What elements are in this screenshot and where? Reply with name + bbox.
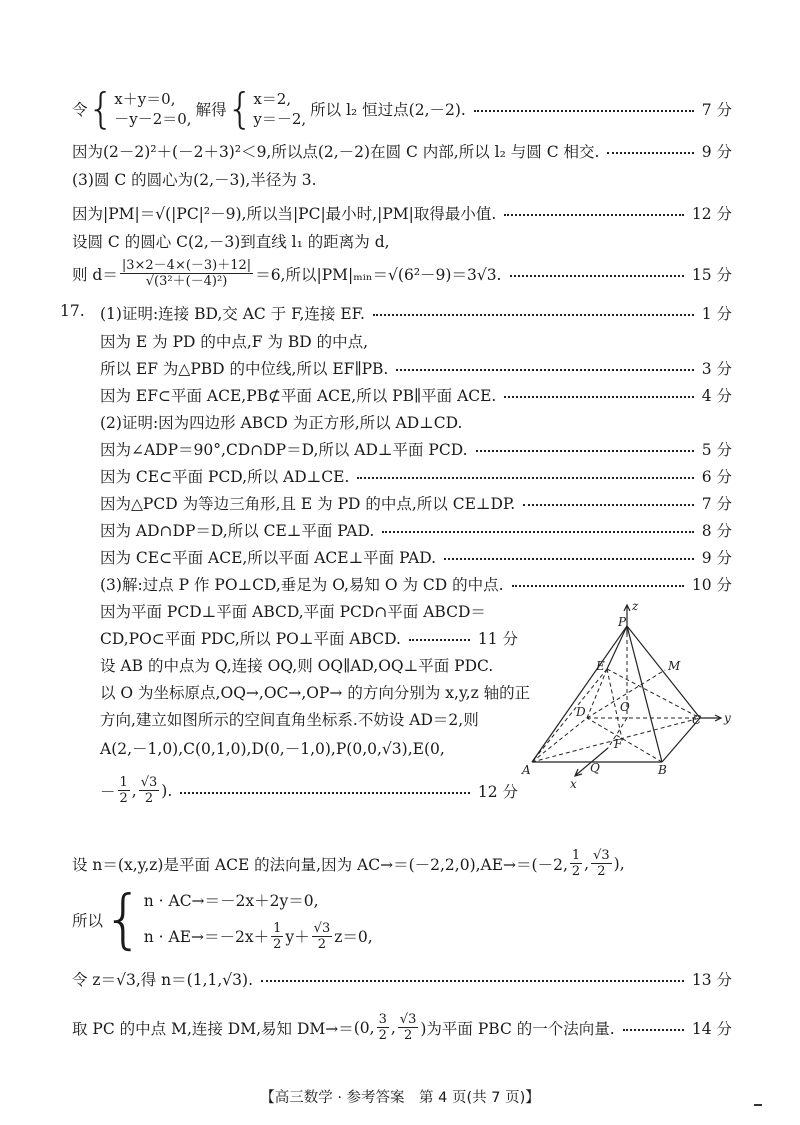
text: 设 AB 的中点为 Q,连接 OQ,则 OQ∥AD,OQ⊥平面 PDC. bbox=[100, 657, 494, 675]
fraction bbox=[118, 775, 130, 806]
comma: , bbox=[584, 854, 590, 873]
label-b: B bbox=[658, 763, 667, 777]
answer-line bbox=[72, 968, 732, 990]
numerator: 3 bbox=[378, 1012, 387, 1027]
answer-line bbox=[100, 411, 732, 433]
leader-dots bbox=[476, 450, 694, 452]
leader-dots bbox=[444, 558, 694, 560]
answer-line bbox=[100, 681, 531, 703]
denominator: 2 bbox=[597, 864, 606, 879]
score: 4 分 bbox=[701, 387, 732, 405]
text: 取 PC 的中点 M,连接 DM,易知 DM→＝ bbox=[72, 1019, 354, 1038]
answer-line bbox=[100, 546, 732, 568]
equation bbox=[144, 921, 373, 952]
fraction bbox=[591, 848, 612, 879]
score: 11 分 bbox=[477, 630, 518, 648]
answer-line bbox=[100, 627, 518, 649]
text: 设圆 C 的圆心 C(2,－3)到直线 l₁ 的距离为 d, bbox=[72, 233, 390, 251]
leader-dots bbox=[504, 214, 684, 216]
text: ), bbox=[613, 854, 625, 873]
leader-dots bbox=[510, 275, 684, 277]
score: 13 分 bbox=[691, 971, 732, 989]
text: 因为 EF⊂平面 ACE,PB⊄平面 ACE,所以 PB∥平面 ACE. bbox=[100, 387, 497, 405]
answer-line bbox=[100, 737, 520, 759]
text: )为平面 PBC 的一个法向量. bbox=[420, 1019, 615, 1038]
leader-dots bbox=[607, 152, 693, 154]
text: 因为 CE⊂平面 ACE,所以平面 ACE⊥平面 PAD. bbox=[100, 549, 437, 567]
score: 7 分 bbox=[701, 101, 732, 119]
question-number: 17. bbox=[60, 302, 85, 320]
denominator: 2 bbox=[273, 936, 282, 952]
answer-line bbox=[100, 654, 520, 676]
brace: { bbox=[87, 84, 115, 133]
answer-line bbox=[72, 168, 732, 190]
answer-line bbox=[100, 302, 732, 324]
leader-dots bbox=[504, 396, 693, 398]
answer-line bbox=[72, 848, 732, 879]
denominator: 2 bbox=[403, 1028, 413, 1043]
score: 3 分 bbox=[701, 360, 732, 378]
score: 10 分 bbox=[691, 576, 732, 594]
text: ). bbox=[161, 781, 173, 800]
text: 令 bbox=[72, 101, 88, 119]
numerator: √3 bbox=[313, 920, 331, 936]
text: 设 n＝(x,y,z)是平面 ACE 的法向量,因为 AC→＝(－2,2,0),AE→＝ bbox=[72, 855, 532, 874]
text: 令 z＝√3,得 n＝(1,1,√3). bbox=[72, 971, 254, 989]
leader-dots bbox=[396, 369, 693, 371]
answer-line bbox=[100, 573, 732, 595]
fraction bbox=[570, 848, 582, 879]
pyramid-figure bbox=[510, 598, 740, 798]
numerator: √3 bbox=[399, 1012, 417, 1027]
text: CD,PO⊂平面 PDC,所以 PO⊥平面 ABCD. bbox=[100, 630, 401, 648]
denominator: 2 bbox=[144, 791, 154, 806]
text: 因为 E 为 PD 的中点,F 为 BD 的中点, bbox=[100, 333, 369, 351]
brace: { bbox=[103, 883, 144, 957]
fraction bbox=[120, 258, 253, 289]
answer-line bbox=[72, 258, 732, 289]
text: y＋ bbox=[285, 928, 310, 946]
numerator: 1 bbox=[119, 775, 128, 790]
leader-dots bbox=[382, 531, 693, 533]
answer-line bbox=[100, 519, 732, 541]
line-bd bbox=[587, 718, 662, 762]
edge-ad bbox=[532, 718, 587, 762]
label-m: M bbox=[668, 659, 681, 673]
answer-line bbox=[100, 708, 520, 730]
label-o: O bbox=[620, 700, 630, 714]
answer-line bbox=[100, 775, 518, 806]
equation: x＝2, bbox=[253, 90, 292, 108]
leader-dots bbox=[261, 980, 684, 982]
numerator: 1 bbox=[571, 848, 581, 863]
edge-pc bbox=[627, 626, 700, 718]
label-q: Q bbox=[590, 761, 600, 775]
answer-line bbox=[100, 438, 732, 460]
text: (0, bbox=[353, 1018, 375, 1037]
text: n · AE→＝－2x＋ bbox=[143, 928, 270, 946]
equation-system bbox=[144, 889, 373, 952]
leader-dots bbox=[357, 477, 693, 479]
leader-dots bbox=[409, 639, 470, 641]
answer-line bbox=[72, 202, 732, 224]
score: 5 分 bbox=[701, 441, 732, 459]
score: 15 分 bbox=[691, 265, 732, 284]
answer-line bbox=[72, 84, 732, 133]
text: A(2,－1,0),C(0,1,0),D(0,－1,0),P(0,0,√3),E(0, bbox=[100, 740, 445, 758]
edge-pb bbox=[627, 626, 662, 762]
text: 因为 AD∩DP＝D,所以 CE⊥平面 PAD. bbox=[100, 522, 375, 540]
brace: { bbox=[226, 84, 254, 133]
denominator: 2 bbox=[119, 791, 128, 806]
label-f: F bbox=[614, 737, 623, 751]
label-a: A bbox=[522, 763, 531, 777]
leader-dots bbox=[623, 1029, 684, 1031]
text: 因为|PM|＝√(|PC|²－9),所以当|PC|最小时,|PM|取得最小值. bbox=[72, 205, 497, 223]
text: (3)圆 C 的圆心为(2,－3),半径为 3. bbox=[72, 171, 317, 189]
text: 方向,建立如图所示的空间直角坐标系.不妨设 AD＝2,则 bbox=[100, 711, 479, 729]
answer-line bbox=[72, 140, 732, 162]
text: (1)证明:连接 BD,交 AC 于 F,连接 EF. bbox=[100, 305, 365, 323]
label-z: z bbox=[632, 599, 639, 613]
leader-dots bbox=[523, 504, 694, 506]
text: (3)解:过点 P 作 PO⊥CD,垂足为 O,易知 O 为 CD 的中点. bbox=[100, 576, 504, 594]
comma: , bbox=[390, 1018, 396, 1037]
denominator: 2 bbox=[571, 864, 581, 879]
text: 以 O 为坐标原点,OQ→,OC→,OP→ 的方向分别为 x,y,z 轴的正 bbox=[100, 684, 531, 702]
equation: n · AC→＝－2x＋2y＝0, bbox=[143, 891, 319, 910]
label-p: P bbox=[618, 615, 627, 629]
edge-pa bbox=[532, 626, 627, 762]
page-footer: 【高三数学 · 参考答案 第 4 页(共 7 页)】 bbox=[260, 1090, 540, 1106]
denominator: 2 bbox=[317, 936, 327, 952]
fraction bbox=[139, 775, 160, 806]
leader-dots bbox=[474, 110, 694, 112]
text: 所以 bbox=[72, 912, 104, 930]
score: 7 分 bbox=[701, 495, 732, 513]
label-e: E bbox=[596, 659, 605, 673]
text: z＝0, bbox=[334, 928, 373, 946]
answer-line bbox=[100, 384, 732, 406]
equation: x＋y＝0, bbox=[114, 90, 176, 108]
equation: y＝－2, bbox=[253, 110, 307, 128]
numerator: |3×2－4×(－3)＋12| bbox=[121, 258, 252, 273]
numerator: √3 bbox=[140, 775, 158, 790]
score: 9 分 bbox=[701, 549, 732, 567]
text: 解得 bbox=[195, 101, 227, 119]
leader-dots bbox=[180, 792, 470, 794]
label-x: x bbox=[570, 777, 577, 791]
denominator: √(3²＋(－4)²) bbox=[145, 274, 228, 289]
text: 所以 EF 为△PBD 的中位线,所以 EF∥PB. bbox=[100, 360, 389, 378]
score: 12 分 bbox=[691, 205, 732, 223]
denominator: 2 bbox=[378, 1028, 387, 1043]
score: 12 分 bbox=[477, 782, 518, 801]
text: 因为 CE⊂平面 PCD,所以 AD⊥CE. bbox=[100, 468, 350, 486]
answer-line bbox=[100, 465, 732, 487]
score: 14 分 bbox=[691, 1019, 732, 1038]
answer-line bbox=[100, 330, 732, 352]
label-y: y bbox=[724, 711, 731, 725]
text: ＝6,所以|PM|ₘᵢₙ＝√(6²－9)＝3√3. bbox=[255, 265, 502, 284]
text: (－2, bbox=[531, 855, 568, 874]
leader-dots bbox=[373, 314, 694, 316]
fraction bbox=[398, 1012, 419, 1043]
text: － bbox=[100, 782, 116, 801]
answer-line bbox=[72, 885, 732, 955]
text: 所以 l₂ 恒过点(2,－2). bbox=[310, 101, 466, 119]
score: 8 分 bbox=[701, 522, 732, 540]
text: 因为平面 PCD⊥平面 ABCD,平面 PCD∩平面 ABCD＝ bbox=[100, 603, 486, 621]
score: 6 分 bbox=[701, 468, 732, 486]
text: 因为∠ADP＝90°,CD∩DP＝D,所以 AD⊥平面 PCD. bbox=[100, 441, 468, 459]
edge-ed bbox=[587, 669, 607, 718]
fraction bbox=[377, 1012, 389, 1043]
equation-system bbox=[253, 89, 306, 129]
label-d: D bbox=[576, 705, 586, 719]
leader-dots bbox=[512, 585, 684, 587]
answer-line bbox=[100, 600, 520, 622]
numerator: 1 bbox=[273, 920, 282, 936]
fraction bbox=[312, 921, 333, 952]
answer-line bbox=[72, 1012, 732, 1043]
text: 则 d＝ bbox=[72, 265, 118, 284]
edge-pe bbox=[607, 626, 627, 669]
fraction bbox=[271, 921, 283, 952]
corner-mark bbox=[754, 1104, 762, 1106]
score: 1 分 bbox=[701, 305, 732, 323]
equation: －y－2＝0, bbox=[114, 110, 192, 128]
answer-line bbox=[100, 492, 732, 514]
label-c: C bbox=[692, 713, 702, 727]
answer-line bbox=[72, 230, 732, 252]
text: , bbox=[131, 781, 137, 800]
line-ea bbox=[532, 669, 607, 762]
text: (2)证明:因为四边形 ABCD 为正方形,所以 AD⊥CD. bbox=[100, 414, 463, 432]
text: 因为△PCD 为等边三角形,且 E 为 PD 的中点,所以 CE⊥DP. bbox=[100, 495, 516, 513]
text: 因为(2－2)²＋(－2＋3)²＜9,所以点(2,－2)在圆 C 内部,所以 l₂ 与圆 C 相交. bbox=[72, 143, 600, 161]
score: 9 分 bbox=[701, 143, 732, 161]
equation-system bbox=[114, 89, 191, 129]
numerator: √3 bbox=[593, 848, 610, 863]
answer-line bbox=[100, 357, 732, 379]
